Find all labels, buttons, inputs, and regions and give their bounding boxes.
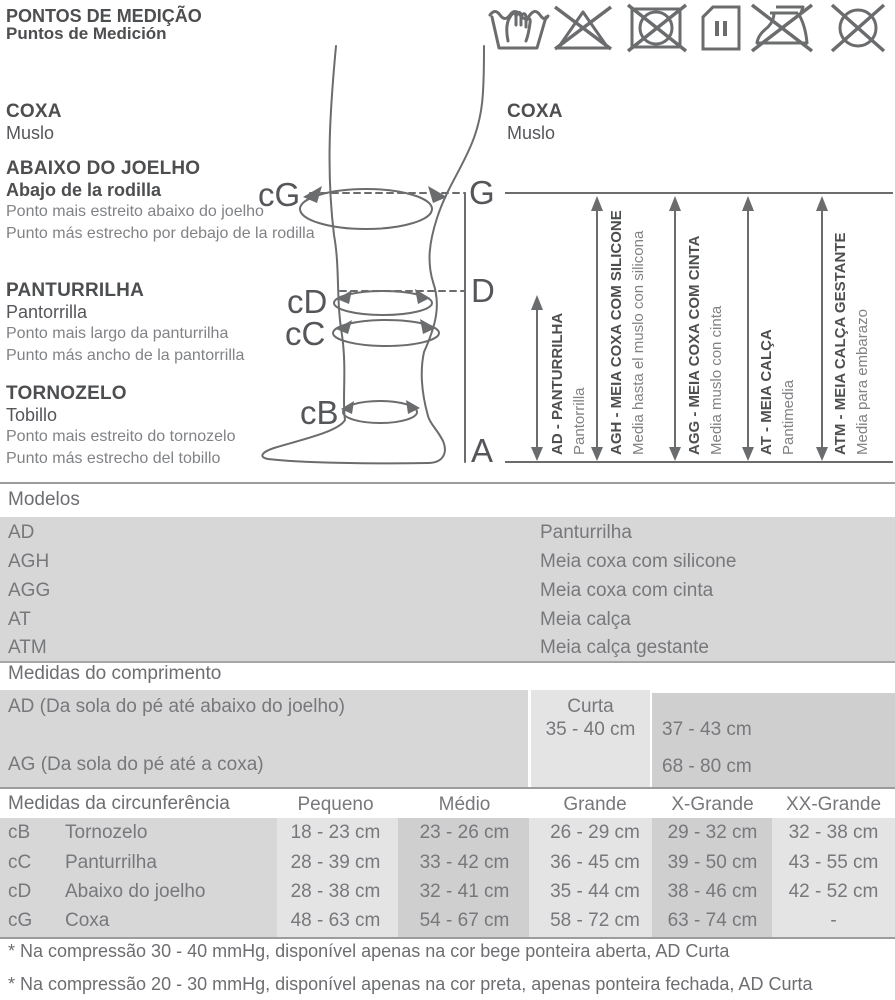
circ-row-code: cB — [8, 822, 31, 843]
coxa-right-pt: COXA — [507, 101, 563, 122]
arrow-sublabel-at: Pantimedia — [780, 379, 797, 455]
circ-value: 32 - 38 cm — [788, 822, 879, 843]
arrow-label-agg: AGG - MEIA COXA COM CINTA — [686, 235, 703, 455]
size-header-x-grande: X-Grande — [671, 794, 754, 815]
arrow-sublabel-atm: Media para embarazo — [854, 309, 871, 455]
circ-value: 42 - 52 cm — [788, 881, 879, 902]
arrow-label-at: AT - MEIA CALÇA — [758, 329, 775, 455]
gentle-wet-clean-icon — [699, 3, 743, 53]
tornozelo-es: Tobillo — [6, 405, 58, 425]
circ-value: 39 - 50 cm — [667, 852, 758, 873]
abaixo-pt: ABAIXO DO JOELHO — [6, 158, 201, 179]
length-table-header: Medidas do comprimento — [8, 663, 222, 684]
do-not-tumble-dry-icon — [620, 3, 692, 53]
footnote-1: * Na compressão 30 - 40 mmHg, disponível apenas na cor bege ponteira aberta, AD Curta — [8, 941, 730, 961]
circ-value: 54 - 67 cm — [419, 910, 510, 931]
label-coxa-right — [507, 101, 563, 144]
do-not-bleach-icon — [551, 3, 615, 53]
length-row-value: 68 - 80 cm — [662, 756, 752, 777]
label-tornozelo — [6, 383, 235, 470]
coxa-right-es: Muslo — [507, 123, 556, 143]
d-letter: D — [471, 272, 495, 309]
divider-rule — [0, 482, 895, 484]
circ-value: 32 - 41 cm — [419, 881, 510, 902]
circ-value: 38 - 46 cm — [667, 881, 758, 902]
circ-row-label: Abaixo do joelho — [65, 881, 206, 902]
panturrilha-es: Pantorrilla — [6, 302, 88, 322]
coxa-es: Muslo — [6, 123, 55, 143]
circ-row-code: cG — [8, 910, 33, 931]
arrow-sublabel-agh: Media hasta el muslo con silicona — [630, 230, 647, 455]
models-table-band — [0, 517, 895, 663]
circ-row-code: cC — [8, 852, 32, 873]
page-title-pt: PONTOS DE MEDIÇÃO — [6, 6, 202, 26]
arrow-label-atm: ATM - MEIA CALÇA GESTANTE — [832, 232, 849, 455]
cc-label: cC — [285, 315, 326, 352]
circ-value: 48 - 63 cm — [290, 910, 381, 931]
circumference-table-header: Medidas da circunferência — [8, 793, 230, 814]
leg-diagram — [250, 40, 500, 475]
a-letter: A — [471, 432, 494, 469]
circ-row-label: Panturrilha — [65, 852, 157, 873]
models-table-header: Modelos — [8, 489, 80, 510]
cd-label: cD — [287, 283, 328, 320]
circ-value: 36 - 45 cm — [550, 852, 640, 873]
circ-value: 63 - 74 cm — [667, 910, 758, 931]
label-panturrilha — [6, 280, 244, 367]
model-name: Meia coxa com cinta — [540, 580, 714, 601]
page-title-es: Puntos de Medición — [6, 24, 167, 43]
circ-value: - — [830, 910, 837, 931]
curta-value: 35 - 40 cm — [545, 719, 636, 740]
circ-value: 28 - 39 cm — [290, 852, 381, 873]
size-header-grande: Grande — [563, 794, 627, 815]
tornozelo-desc-es: Punto más estrecho del tobillo — [6, 450, 221, 467]
model-code: AD — [8, 522, 35, 543]
circ-value: 23 - 26 cm — [419, 822, 510, 843]
panturrilha-pt: PANTURRILHA — [6, 280, 145, 301]
length-row-label: AD (Da sola do pé até abaixo do joelho) — [8, 696, 345, 717]
model-name: Meia calça — [540, 609, 631, 630]
length-row-label: AG (Da sola do pé até a coxa) — [8, 754, 264, 775]
model-code: AGG — [8, 580, 51, 601]
abaixo-desc-es: Punto más estrecho por debajo de la rodilla — [6, 225, 315, 242]
circ-value: 35 - 44 cm — [550, 881, 640, 902]
model-code: AGH — [8, 551, 50, 572]
size-header-medio: Médio — [438, 794, 491, 815]
circ-value: 33 - 42 cm — [419, 852, 510, 873]
length-table-bottom-rule — [0, 787, 895, 789]
circ-table-bottom-rule — [0, 937, 895, 939]
label-coxa — [6, 101, 62, 144]
g-letter: G — [469, 174, 495, 211]
arrow-sublabel-ad: Pantorrilla — [571, 387, 588, 455]
model-code: AT — [8, 609, 31, 630]
curta-label: Curta — [567, 696, 614, 717]
circ-row-label: Coxa — [65, 910, 110, 931]
coxa-pt: COXA — [6, 101, 62, 122]
circ-value: 43 - 55 cm — [788, 852, 879, 873]
arrow-sublabel-agg: Media muslo con cinta — [708, 305, 725, 455]
cb-measure-ellipse — [343, 401, 417, 423]
circ-row-label: Tornozelo — [65, 822, 148, 843]
arrow-label-agh: AGH - MEIA COXA COM SILICONE — [608, 210, 625, 455]
cg-label: cG — [258, 176, 301, 213]
abaixo-desc-pt: Ponto mais estreito abaixo do joelho — [6, 203, 264, 220]
abaixo-es: Abajo de la rodilla — [6, 180, 162, 200]
model-code: ATM — [8, 637, 47, 658]
tornozelo-pt: TORNOZELO — [6, 383, 127, 404]
model-name: Meia coxa com silicone — [540, 551, 737, 572]
cg-measure-ellipse — [300, 189, 432, 229]
panturrilha-desc-pt: Ponto mais largo da panturrilha — [6, 325, 229, 342]
tornozelo-desc-pt: Ponto mais estreito do tornozelo — [6, 428, 236, 445]
circ-value: 29 - 32 cm — [667, 822, 758, 843]
circ-value: 26 - 29 cm — [550, 822, 640, 843]
do-not-iron-icon — [746, 3, 818, 53]
model-name: Panturrilha — [540, 522, 632, 543]
size-header-pequeno: Pequeno — [297, 794, 374, 815]
length-row-value: 37 - 43 cm — [662, 719, 752, 740]
panturrilha-desc-es: Punto más ancho de la pantorrilla — [6, 347, 245, 364]
circ-row-code: cD — [8, 881, 32, 902]
do-not-dry-clean-icon — [824, 3, 892, 53]
model-name: Meia calça gestante — [540, 637, 709, 658]
circ-value: 58 - 72 cm — [550, 910, 640, 931]
footnote-2: * Na compressão 20 - 30 mmHg, disponível apenas na cor preta, apenas ponteira fechada, AD Curta — [8, 974, 813, 994]
circ-value: 18 - 23 cm — [290, 822, 381, 843]
cb-label: cB — [300, 394, 339, 431]
arrow-label-ad: AD - PANTURRILHA — [549, 312, 566, 455]
size-header-xx-grande: XX-Grande — [785, 794, 882, 815]
circ-value: 28 - 38 cm — [290, 881, 381, 902]
